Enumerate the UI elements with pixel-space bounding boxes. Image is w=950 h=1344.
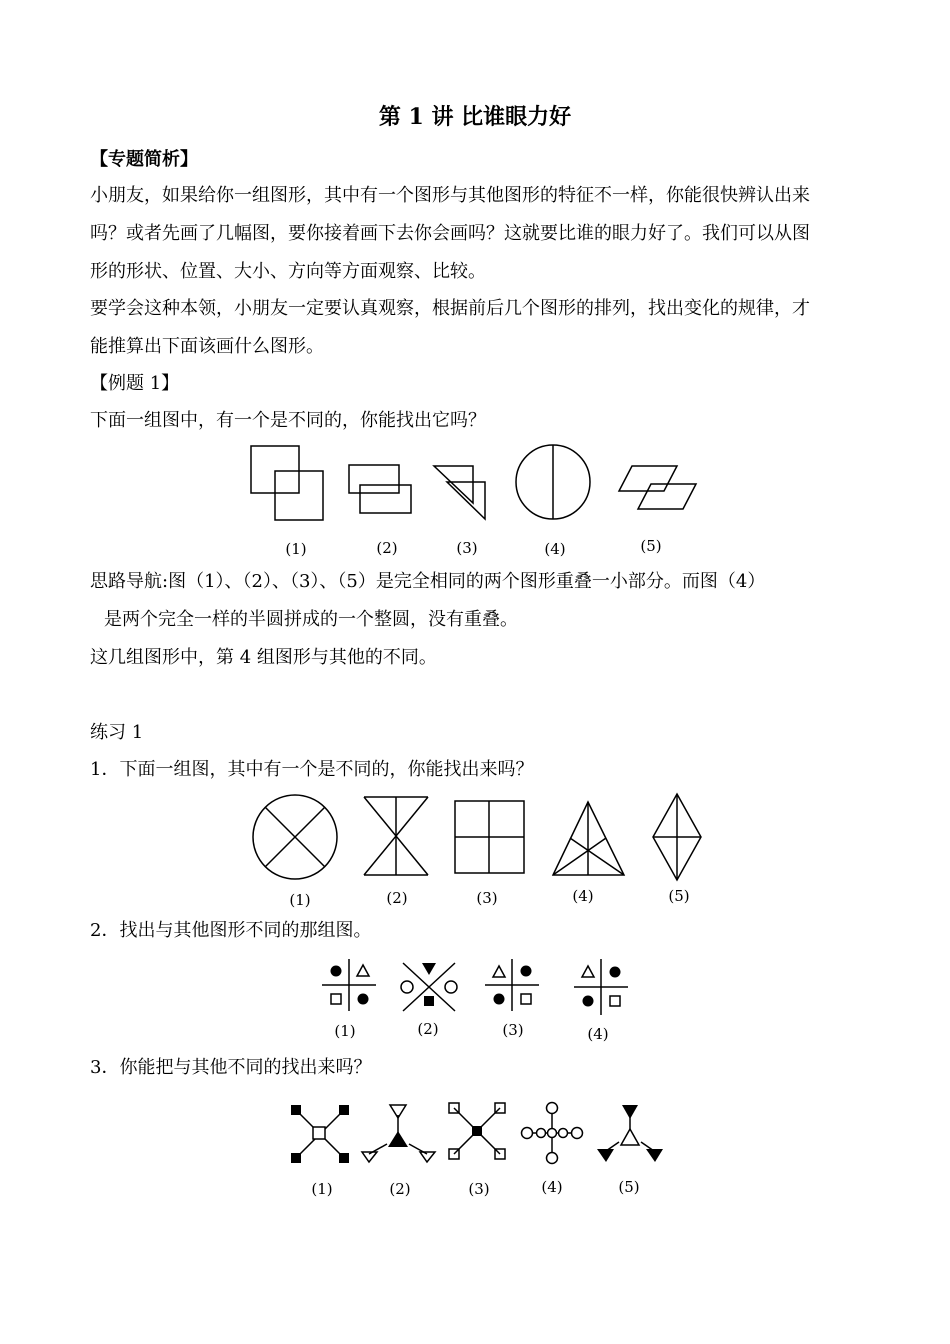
q3-figure-3 <box>449 1103 505 1159</box>
q1-caption-1: (1) <box>289 891 311 909</box>
q3-caption-4: (4) <box>541 1178 563 1196</box>
q1-figure-3 <box>455 801 524 873</box>
q2-figure-2 <box>401 963 457 1011</box>
q3-figure-5 <box>597 1105 663 1162</box>
q1-caption-5: (5) <box>668 887 690 905</box>
example-question: 下面一组图中，有一个是不同的，你能找出它吗？ <box>90 410 486 431</box>
example-caption-5: (5) <box>640 537 662 555</box>
q2-figure-4 <box>574 959 628 1015</box>
q1-caption-2: (2) <box>386 889 408 907</box>
q1-figure-2 <box>364 797 428 875</box>
intro-line-2: 吗？或者先画了几幅图，要你接着画下去你会画吗？这就要比谁的眼力好了。我们可以从图 <box>90 223 810 244</box>
intro-heading: 【专题简析】 <box>90 149 198 170</box>
q3-caption-2: (2) <box>389 1180 411 1198</box>
q3-figure-4 <box>522 1103 583 1164</box>
practice-heading: 练习 1 <box>90 722 144 743</box>
q3-caption-5: (5) <box>618 1178 640 1196</box>
page-title: 第 1 讲 比谁眼力好 <box>378 104 572 130</box>
example-figure-2 <box>349 465 411 513</box>
q2-caption-2: (2) <box>417 1020 439 1038</box>
q2-caption-3: (3) <box>502 1021 524 1039</box>
question-2: 2．找出与其他图形不同的那组图。 <box>90 920 372 941</box>
q1-caption-3: (3) <box>476 889 498 907</box>
q3-figure-2 <box>362 1105 435 1162</box>
example-figure-4 <box>516 445 590 519</box>
q2-figure-1 <box>322 959 376 1011</box>
example-caption-2: (2) <box>376 539 398 557</box>
example-figure-3 <box>434 466 485 519</box>
example-figure-5 <box>619 466 696 509</box>
example-caption-1: (1) <box>285 540 307 558</box>
example-heading: 【例题 1】 <box>90 373 180 394</box>
q1-caption-4: (4) <box>572 887 594 905</box>
example-conclusion: 这几组图形中，第 4 组图形与其他的不同。 <box>90 647 437 668</box>
q3-caption-3: (3) <box>468 1180 490 1198</box>
example-analysis-2: 是两个完全一样的半圆拼成的一个整圆，没有重叠。 <box>104 609 518 630</box>
q3-caption-1: (1) <box>311 1180 333 1198</box>
question-1: 1．下面一组图，其中有一个是不同的，你能找出来吗？ <box>90 759 534 780</box>
example-caption-4: (4) <box>544 540 566 558</box>
intro-line-4: 要学会这种本领，小朋友一定要认真观察，根据前后几个图形的排列，找出变化的规律，才 <box>90 298 810 319</box>
q1-figure-1 <box>253 795 337 879</box>
q2-figure-3 <box>485 959 539 1011</box>
example-caption-3: (3) <box>456 539 478 557</box>
q2-caption-1: (1) <box>334 1022 356 1040</box>
intro-line-1: 小朋友，如果给你一组图形，其中有一个图形与其他图形的特征不一样，你能很快辨认出来 <box>90 185 810 206</box>
q3-figure-1 <box>291 1105 349 1163</box>
example-analysis-1: 思路导航:图（1）、（2）、（3）、（5）是完全相同的两个图形重叠一小部分。而图（4） <box>90 571 766 592</box>
q1-figure-5 <box>653 794 701 880</box>
example-figure-1 <box>251 446 323 520</box>
q1-figure-4 <box>553 802 624 875</box>
intro-line-3: 形的形状、位置、大小、方向等方面观察、比较。 <box>90 261 486 282</box>
intro-line-5: 能推算出下面该画什么图形。 <box>90 336 324 357</box>
q2-caption-4: (4) <box>587 1025 609 1043</box>
question-3: 3．你能把与其他不同的找出来吗？ <box>90 1057 372 1078</box>
